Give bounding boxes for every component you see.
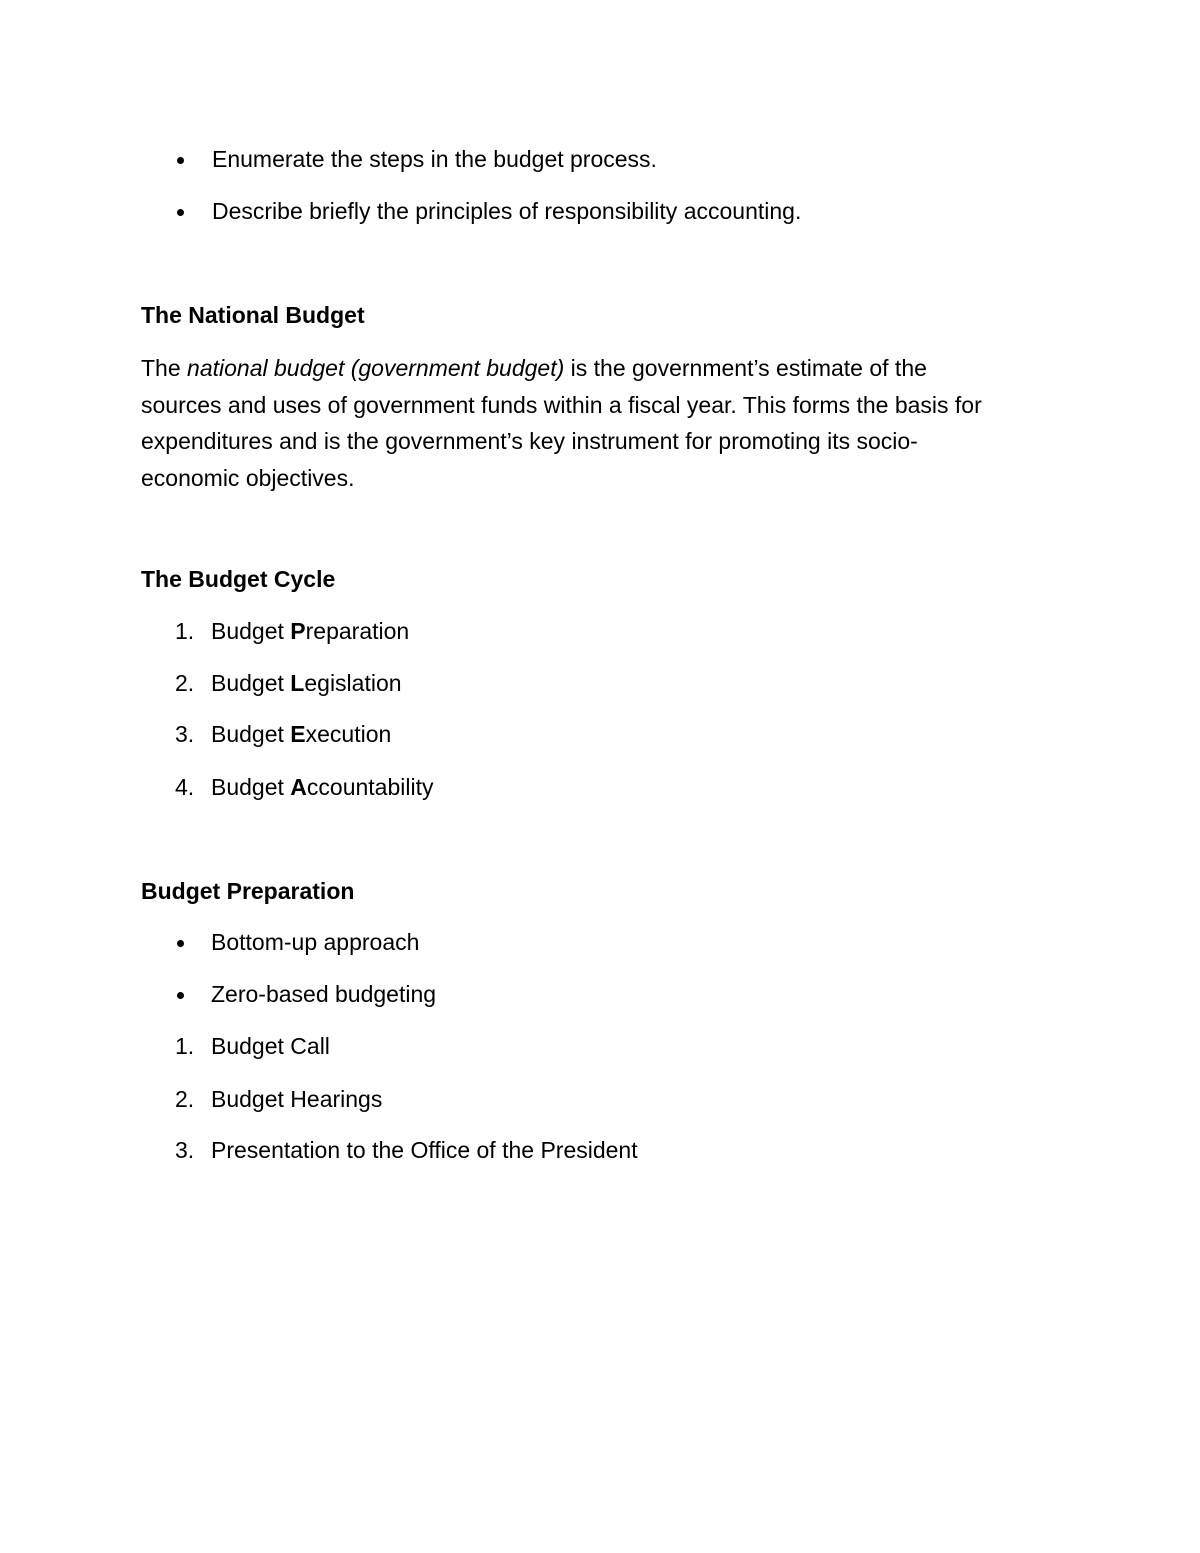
budget-cycle-item-1	[211, 613, 409, 649]
bullet-icon	[177, 157, 184, 164]
paragraph-line-1-rest: is the government’s estimate of the	[564, 355, 927, 381]
bullet-icon	[177, 992, 184, 999]
paragraph-line-4: economic objectives.	[141, 464, 355, 491]
item-bold-letter: E	[290, 721, 306, 747]
preparation-step-2: Budget Hearings	[211, 1086, 383, 1112]
bullet-icon	[177, 209, 184, 216]
paragraph-line-1	[141, 350, 1101, 387]
section-heading-budget-preparation: Budget Preparation	[141, 878, 355, 904]
intro-bullet-1: Enumerate the steps in the budget process.	[212, 146, 657, 172]
item-prefix: Budget	[211, 774, 291, 800]
budget-cycle-item-4	[211, 769, 434, 805]
list-number: 4.	[175, 774, 195, 800]
item-prefix: Budget	[211, 721, 291, 747]
section-heading-national-budget: The National Budget	[141, 302, 365, 328]
list-number: 3.	[175, 1137, 195, 1163]
item-rest: reparation	[305, 618, 410, 644]
item-bold-letter: A	[290, 774, 307, 800]
item-prefix: Budget	[211, 618, 291, 644]
preparation-step-1: Budget Call	[211, 1033, 330, 1059]
bullet-icon	[177, 940, 184, 947]
paragraph-line-2: sources and uses of government funds within a fiscal year. This forms the basis for	[141, 391, 982, 418]
budget-cycle-item-3	[211, 716, 391, 752]
budget-cycle-item-2	[211, 665, 402, 701]
item-bold-letter: L	[290, 670, 305, 696]
list-number: 2.	[175, 1086, 195, 1112]
item-rest: egislation	[304, 670, 402, 696]
preparation-bullet-2: Zero-based budgeting	[211, 981, 437, 1007]
paragraph-italic-term: national budget (government budget)	[187, 355, 565, 381]
item-prefix: Budget	[211, 670, 291, 696]
paragraph-lead: The	[141, 355, 188, 381]
list-number: 1.	[175, 1033, 195, 1059]
preparation-bullet-1: Bottom-up approach	[211, 929, 420, 955]
list-number: 2.	[175, 670, 195, 696]
preparation-step-3: Presentation to the Office of the President	[211, 1137, 638, 1163]
list-number: 3.	[175, 721, 195, 747]
item-rest: xecution	[305, 721, 392, 747]
national-budget-paragraph	[141, 350, 1101, 496]
list-number: 1.	[175, 618, 195, 644]
item-rest: ccountability	[306, 774, 434, 800]
section-heading-budget-cycle: The Budget Cycle	[141, 566, 336, 592]
intro-bullet-2: Describe briefly the principles of responsibility accounting.	[212, 198, 802, 224]
item-bold-letter: P	[290, 618, 306, 644]
paragraph-line-3: expenditures and is the government’s key instrument for promoting its socio-	[141, 428, 918, 454]
